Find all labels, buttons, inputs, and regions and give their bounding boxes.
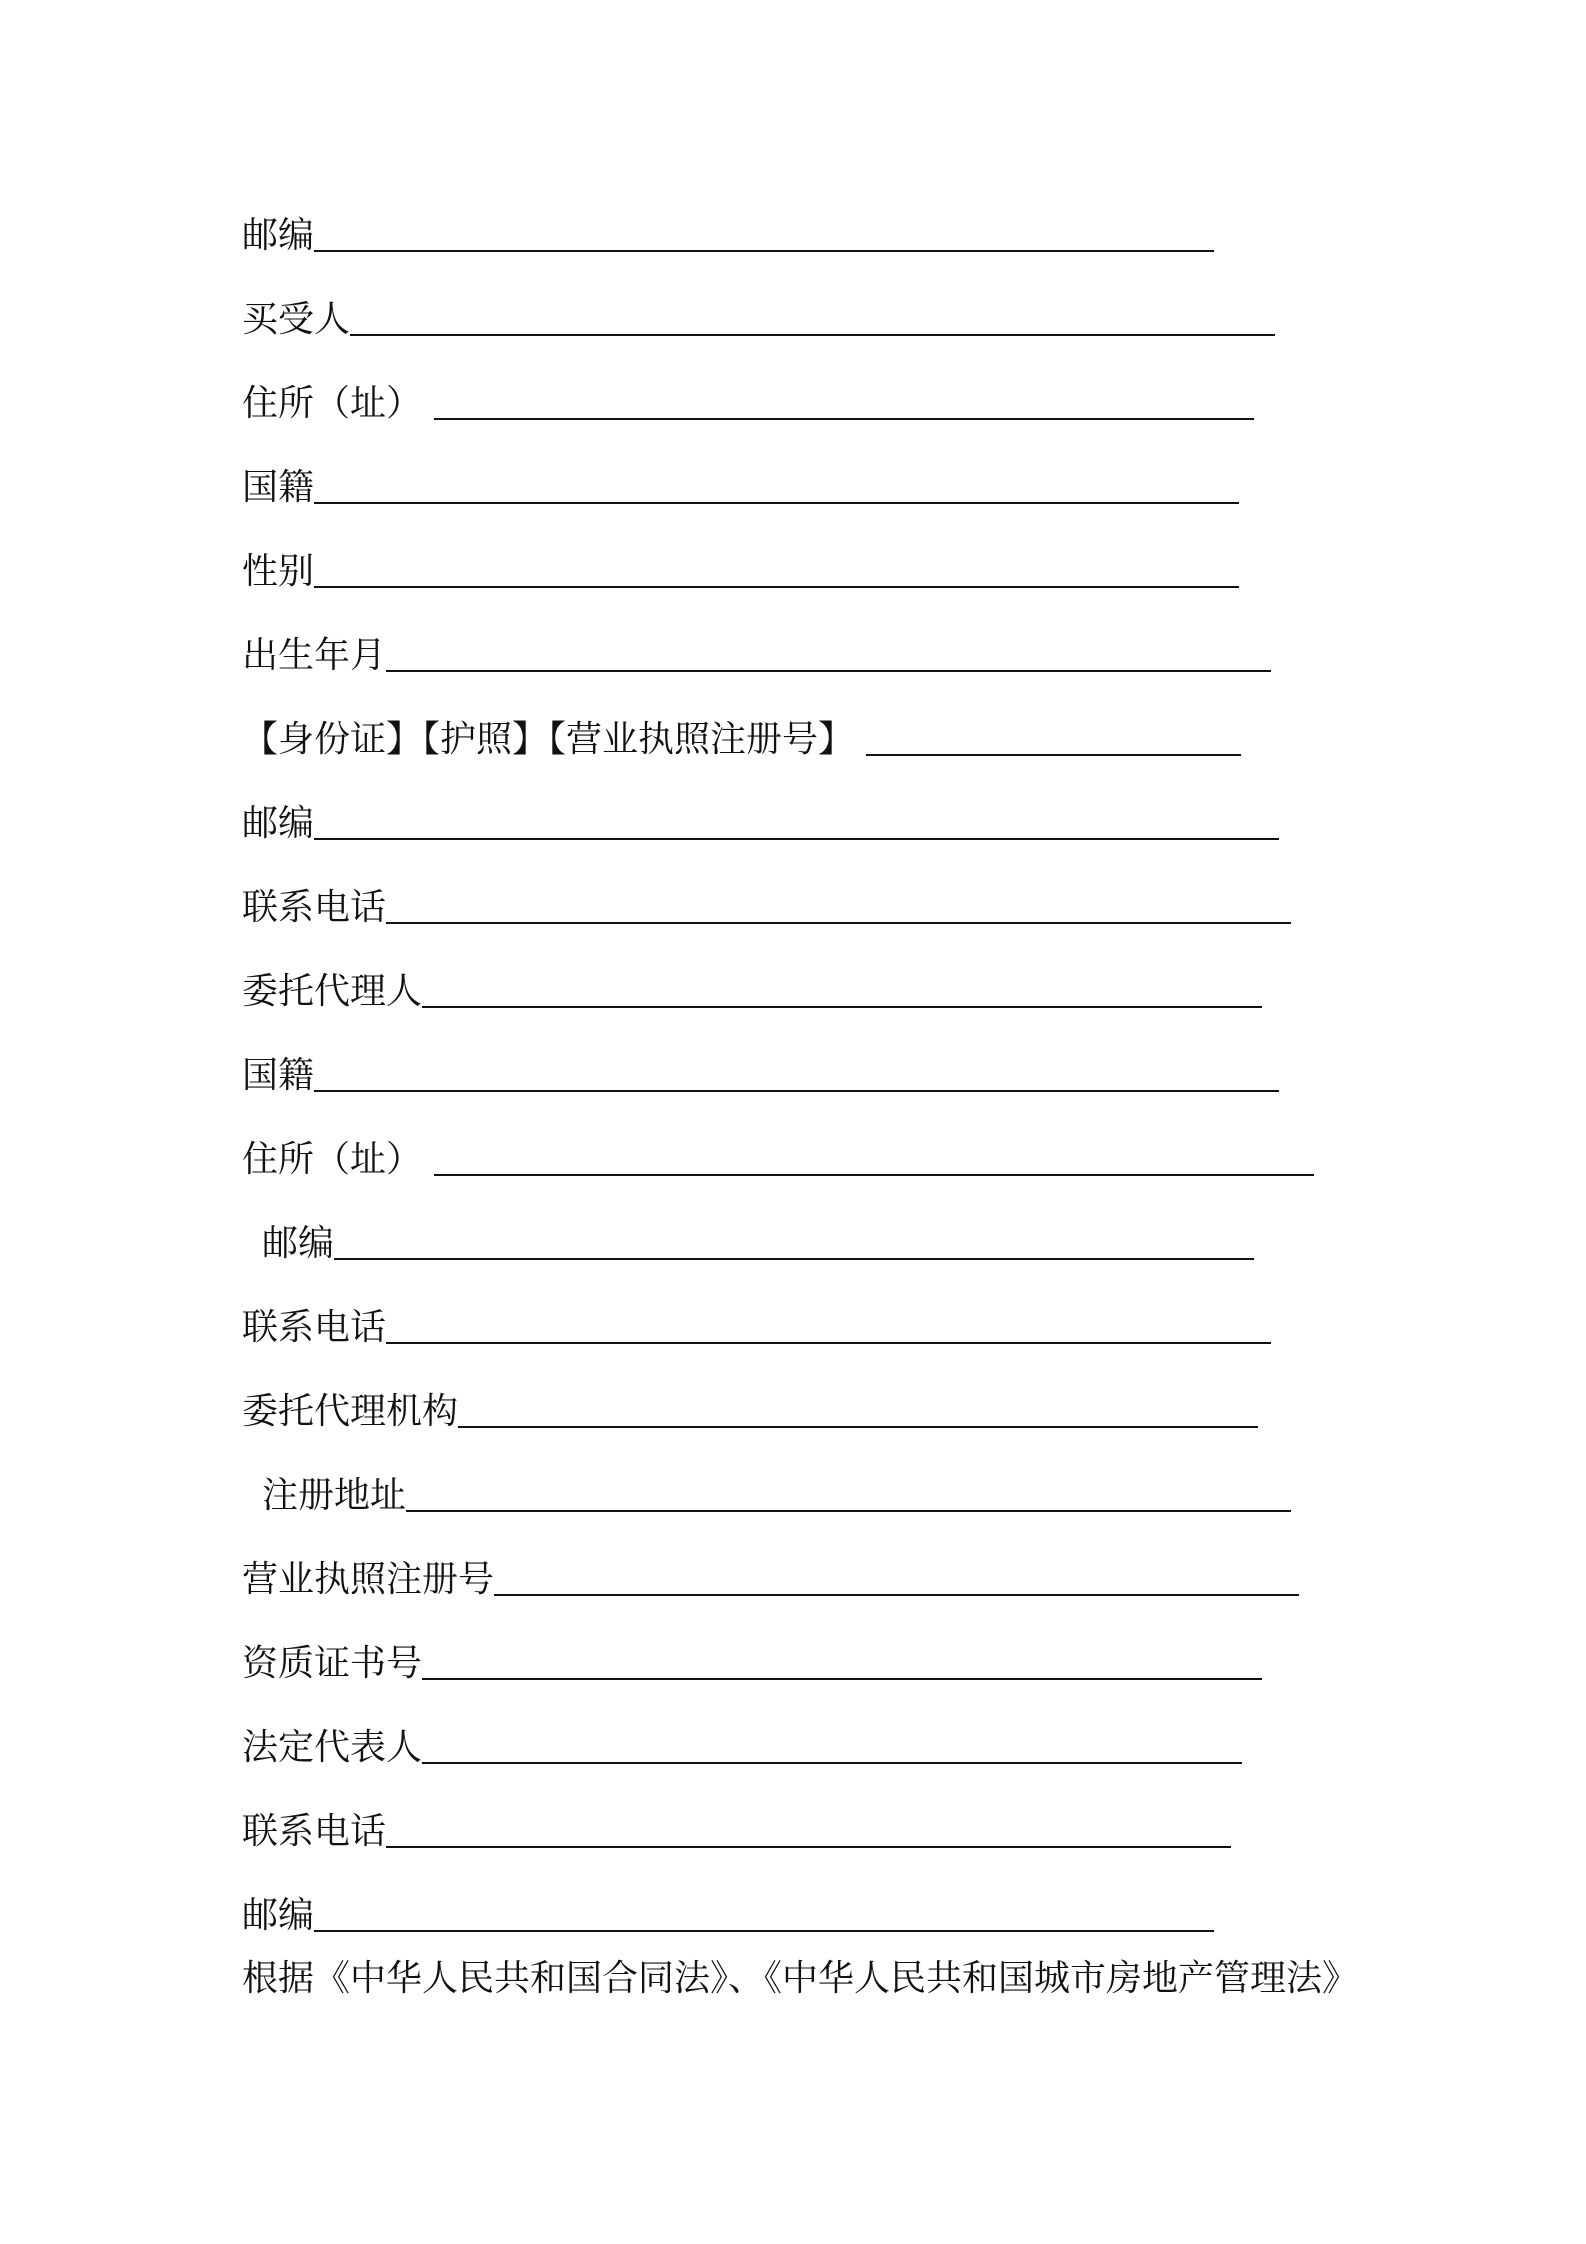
postcode-field-4[interactable] <box>242 1880 1214 1940</box>
id-number-field[interactable] <box>242 704 1241 764</box>
blank-line[interactable] <box>458 1426 1258 1428</box>
blank-line[interactable] <box>434 1174 1314 1176</box>
blank-line[interactable] <box>314 1090 1279 1092</box>
agent-field[interactable] <box>242 956 1262 1016</box>
blank-line[interactable] <box>334 1258 1254 1260</box>
gender-field[interactable] <box>242 536 1239 596</box>
postcode-field-1[interactable] <box>242 200 1214 260</box>
field-label: 委托代理机构 <box>242 1391 459 1432</box>
blank-line[interactable] <box>350 334 1275 336</box>
birth-date-field[interactable] <box>242 620 1271 680</box>
field-label: 联系电话 <box>242 1811 387 1852</box>
field-label: 邮编 <box>242 1895 315 1936</box>
field-label: 邮编 <box>242 803 315 844</box>
blank-line[interactable] <box>494 1594 1299 1596</box>
field-label: 邮编 <box>262 1223 335 1264</box>
blank-line[interactable] <box>406 1510 1291 1512</box>
field-label: 联系电话 <box>242 1307 387 1348</box>
agency-field[interactable] <box>242 1376 1258 1436</box>
blank-line[interactable] <box>314 250 1214 252</box>
blank-line[interactable] <box>422 1678 1262 1680</box>
field-label: 【身份证】【护照】【营业执照注册号】 <box>242 719 855 760</box>
nationality-field-1[interactable] <box>242 452 1239 512</box>
legal-representative-field[interactable] <box>242 1712 1242 1772</box>
field-label: 出生年月 <box>242 635 387 676</box>
blank-line[interactable] <box>314 502 1239 504</box>
registered-address-field[interactable] <box>262 1460 1291 1520</box>
agent-address-field[interactable] <box>242 1124 1314 1184</box>
field-label: 邮编 <box>242 215 315 256</box>
blank-line[interactable] <box>386 1846 1231 1848</box>
buyer-field[interactable] <box>242 284 1275 344</box>
field-label: 国籍 <box>242 1055 315 1096</box>
field-label: 买受人 <box>242 299 351 340</box>
blank-line[interactable] <box>314 838 1279 840</box>
field-label: 委托代理人 <box>242 971 423 1012</box>
phone-field-1[interactable] <box>242 872 1291 932</box>
field-label: 注册地址 <box>262 1475 407 1516</box>
postcode-field-3[interactable] <box>262 1208 1254 1268</box>
blank-line[interactable] <box>386 670 1271 672</box>
nationality-field-2[interactable] <box>242 1040 1279 1100</box>
blank-line[interactable] <box>386 922 1291 924</box>
blank-line[interactable] <box>386 1342 1271 1344</box>
qualification-cert-field[interactable] <box>242 1628 1262 1688</box>
blank-line[interactable] <box>314 586 1239 588</box>
postcode-field-2[interactable] <box>242 788 1279 848</box>
phone-field-3[interactable] <box>242 1796 1231 1856</box>
blank-line[interactable] <box>866 754 1241 756</box>
field-label: 国籍 <box>242 467 315 508</box>
buyer-address-field[interactable] <box>242 368 1254 428</box>
blank-line[interactable] <box>314 1930 1214 1932</box>
field-label: 住所（址） <box>242 383 423 424</box>
field-label: 资质证书号 <box>242 1643 423 1684</box>
blank-line[interactable] <box>434 418 1254 420</box>
field-label: 联系电话 <box>242 887 387 928</box>
license-number-field[interactable] <box>242 1544 1299 1604</box>
blank-line[interactable] <box>422 1006 1262 1008</box>
blank-line[interactable] <box>422 1762 1242 1764</box>
field-label: 营业执照注册号 <box>242 1559 495 1600</box>
field-label: 法定代表人 <box>242 1727 423 1768</box>
closing-paragraph: 根据《中华人民共和国合同法》、《中华人民共和国城市房地产管理法》 <box>242 1958 1359 1999</box>
field-label: 性别 <box>242 551 315 592</box>
field-label: 住所（址） <box>242 1139 423 1180</box>
phone-field-2[interactable] <box>242 1292 1271 1352</box>
